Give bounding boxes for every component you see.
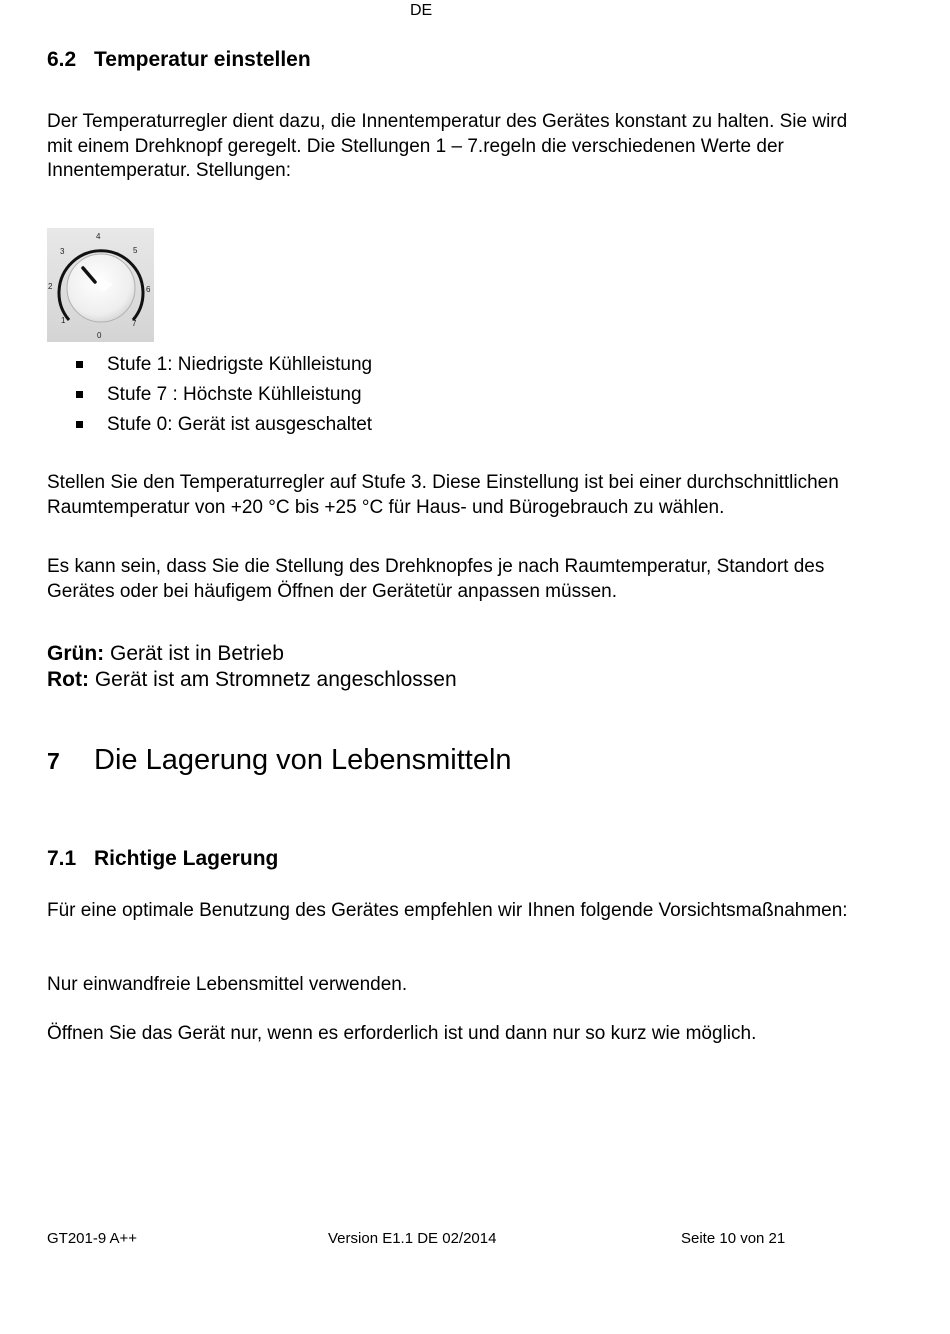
list-item-text: Stufe 0: Gerät ist ausgeschaltet [107, 414, 373, 435]
dial-label-1: 1 [61, 316, 66, 325]
bullet-square-icon [76, 421, 83, 428]
dial-label-2: 2 [48, 282, 53, 291]
footer-page-number: Seite 10 von 21 [681, 1230, 786, 1247]
section-number: 7.1 [47, 847, 77, 870]
list-item [76, 353, 372, 383]
section-heading-6-2 [47, 48, 311, 72]
chapter-number: 7 [47, 748, 60, 774]
footer-model: GT201-9 A++ [47, 1230, 138, 1247]
dial-label-3: 3 [60, 247, 65, 256]
status-red-text: Gerät ist am Stromnetz angeschlossen [88, 668, 457, 691]
dial-label-7: 7 [132, 319, 137, 328]
bullet-square-icon [76, 391, 83, 398]
bullet-square-icon [76, 361, 83, 368]
intro-paragraph: Der Temperaturregler dient dazu, die Innentemperatur des Gerätes konstant zu halten. Sie wird mit einem Drehknopf geregelt. Die Stellungen 1 – 7.regeln die verschiedenen Werte der Innentemperatur. Stellungen: [47, 111, 848, 181]
status-green-line [47, 641, 284, 667]
language-code: DE [410, 2, 433, 19]
list-item-text: Stufe 7 : Höchste Kühlleistung [107, 384, 362, 405]
dial-label-0: 0 [97, 331, 102, 340]
list-item [76, 383, 372, 413]
list-item-text: Stufe 1: Niedrigste Kühlleistung [107, 354, 373, 375]
adjustment-paragraph: Es kann sein, dass Sie die Stellung des Drehknopfes je nach Raumtemperatur, Standort des Gerätes oder bei häufigem Öffnen der Gerätetür anpassen müssen. [47, 556, 825, 602]
section-title: Richtige Lagerung [94, 847, 279, 870]
status-green-text: Gerät ist in Betrieb [104, 642, 284, 665]
footer-version: Version E1.1 DE 02/2014 [328, 1230, 497, 1247]
recommendation-paragraph: Stellen Sie den Temperaturregler auf Stufe 3. Diese Einstellung ist bei einer durchschnittlichen Raumtemperatur von +20 °C bis +25 °C für Haus- und Bürogebrauch zu wählen. [47, 472, 839, 518]
section-heading-7-1 [47, 847, 278, 871]
dial-label-6: 6 [146, 285, 151, 294]
dial-label-4: 4 [96, 232, 101, 241]
level-list [76, 353, 372, 443]
section-number: 6.2 [47, 48, 77, 71]
chapter-heading-7 [47, 744, 512, 777]
precautions-paragraph: Für eine optimale Benutzung des Gerätes empfehlen wir Ihnen folgende Vorsichtsmaßnahmen: [47, 900, 848, 921]
status-red-label: Rot: [47, 668, 89, 691]
temperature-dial-image [47, 228, 154, 342]
food-quality-paragraph: Nur einwandfreie Lebensmittel verwenden. [47, 974, 408, 995]
list-item [76, 413, 372, 443]
section-title: Temperatur einstellen [94, 48, 311, 71]
door-opening-paragraph: Öffnen Sie das Gerät nur, wenn es erforderlich ist und dann nur so kurz wie möglich. [47, 1023, 757, 1044]
chapter-title: Die Lagerung von Lebensmitteln [94, 744, 512, 776]
status-green-label: Grün: [47, 642, 105, 665]
status-red-line [47, 667, 457, 693]
dial-label-5: 5 [133, 246, 138, 255]
